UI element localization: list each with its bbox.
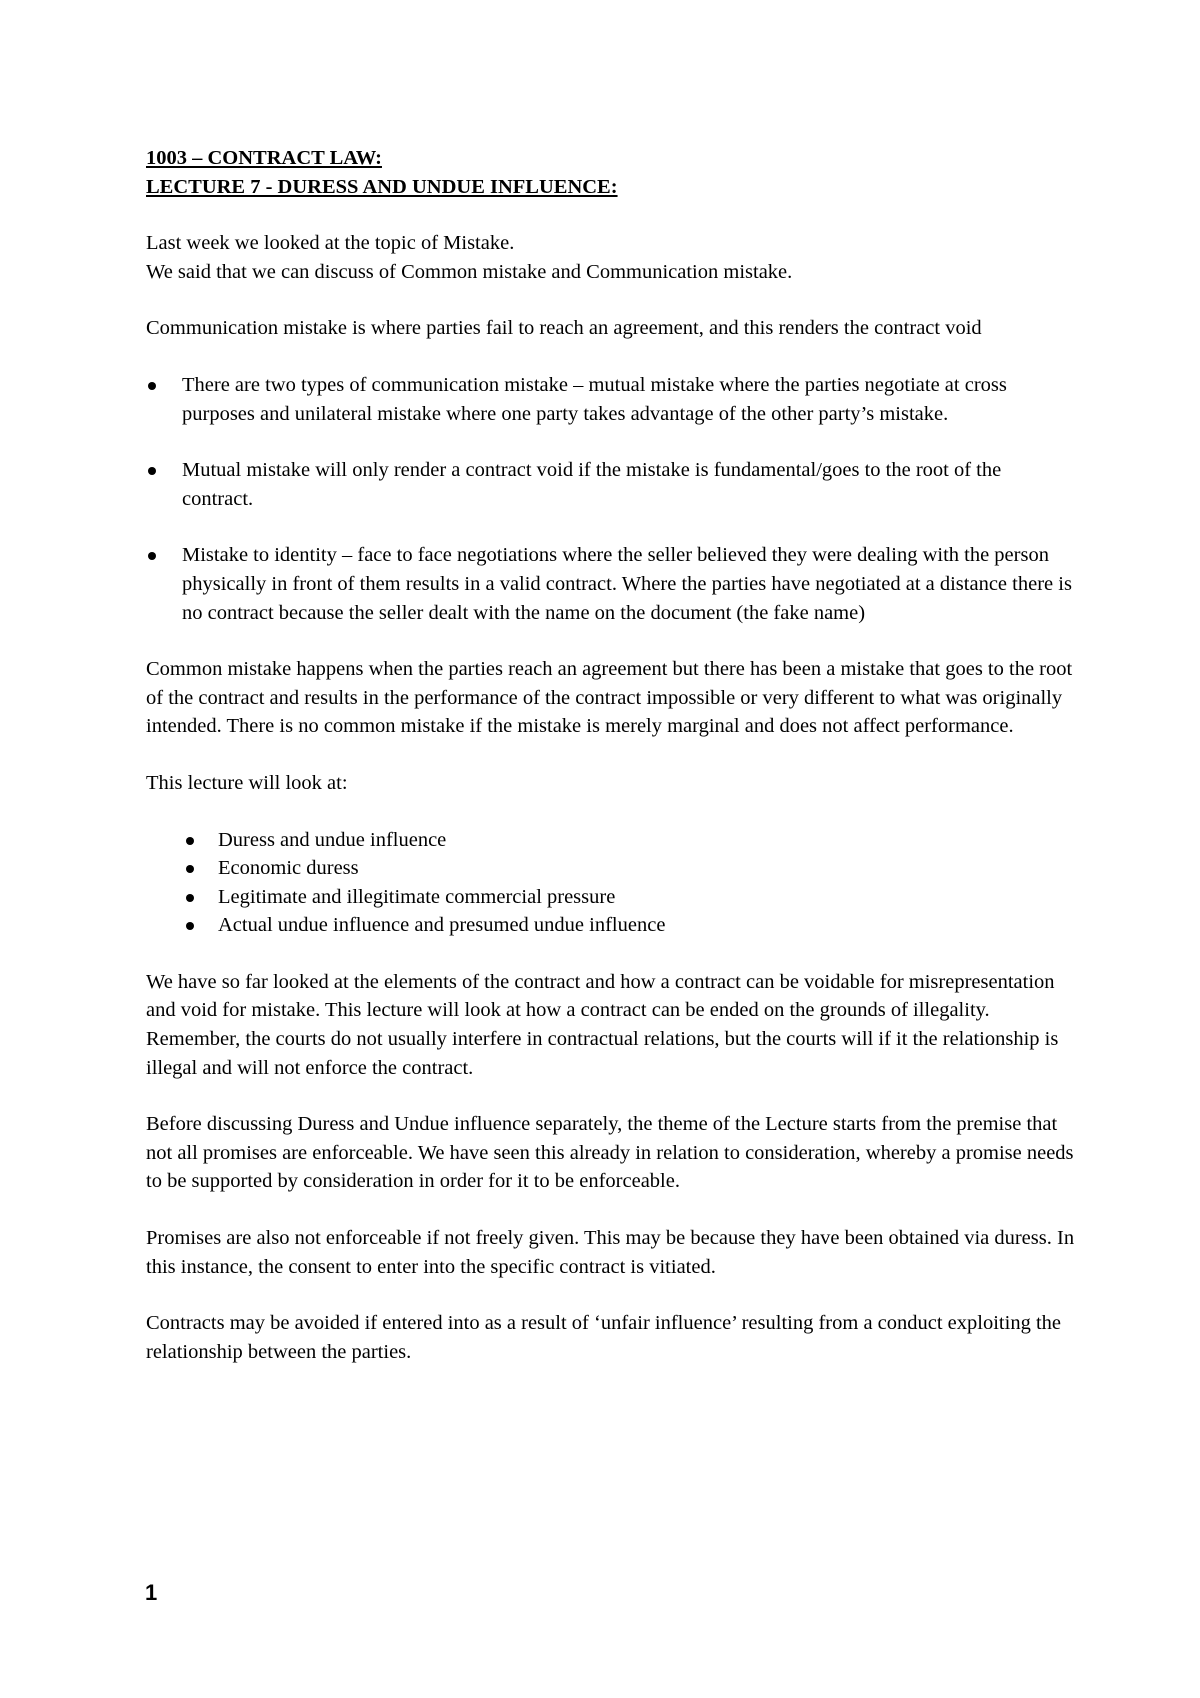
topic-text: Economic duress xyxy=(218,857,359,880)
contracts-paragraph: Contracts may be avoided if entered into as a result of ‘unfair influence’ resulting from a conduct exploiting the relationship between the parties. xyxy=(146,1312,1061,1363)
list-item xyxy=(146,456,1076,513)
page-number: 1 xyxy=(145,1580,158,1605)
bullet-text: Mistake to identity – face to face negotiations where the seller believed they were dealing with the person physically in front of them results in a valid contract. Where the parties have negotiated at a distance there is no contract because the seller dealt with the name on the document (the fake name) xyxy=(182,544,1072,624)
intro-line: Last week we looked at the topic of Mistake. xyxy=(146,232,515,255)
bullet-icon xyxy=(148,382,156,390)
list-item xyxy=(146,826,1076,855)
topic-text: Actual undue influence and presumed undue influence xyxy=(218,914,666,937)
topic-text: Legitimate and illegitimate commercial pressure xyxy=(218,885,616,908)
mistake-bullet-list xyxy=(146,371,1076,627)
bullet-icon xyxy=(186,837,194,845)
bullet-text: There are two types of communication mistake – mutual mistake where the parties negotiate at cross purposes and unilateral mistake where one party takes advantage of the other party’s mistake. xyxy=(182,373,1007,425)
topic-text: Duress and undue influence xyxy=(218,828,447,851)
course-title: 1003 – CONTRACT LAW: xyxy=(146,147,382,169)
elements-paragraph: We have so far looked at the elements of the contract and how a contract can be voidable for misrepresentation and void for mistake. This lecture will look at how a contract can be ended on the grounds of illegality. Remember, the courts do not usually interfere in contractual relations, but the courts will if it the relationship is illegal and will not enforce the contract. xyxy=(146,970,1059,1079)
intro-line: We said that we can discuss of Common mistake and Communication mistake. xyxy=(146,260,793,283)
topic-bullet-list xyxy=(146,826,1076,940)
promises-paragraph: Promises are also not enforceable if not freely given. This may be because they have been obtained via duress. In this instance, the consent to enter into the specific contract is vitiated. xyxy=(146,1227,1075,1278)
list-item xyxy=(146,371,1076,428)
bullet-icon xyxy=(148,552,156,560)
bullet-icon xyxy=(186,922,194,930)
bullet-icon xyxy=(186,865,194,873)
list-item xyxy=(146,883,1076,912)
bullet-icon xyxy=(186,894,194,902)
before-discussing-paragraph: Before discussing Duress and Undue influence separately, the theme of the Lecture starts from the premise that not all promises are enforceable. We have seen this already in relation to consideration, whereby a promise needs to be supported by consideration in order for it to be enforceable. xyxy=(146,1113,1074,1193)
bullet-icon xyxy=(148,467,156,475)
intro-paragraph xyxy=(146,229,1076,286)
list-item xyxy=(146,541,1076,627)
lecture-title: LECTURE 7 - DURESS AND UNDUE INFLUENCE: xyxy=(146,175,618,198)
list-item xyxy=(146,854,1076,883)
lecture-intro: This lecture will look at: xyxy=(146,771,348,794)
bullet-text: Mutual mistake will only render a contract void if the mistake is fundamental/goes to the root of the contract. xyxy=(182,459,1002,510)
common-mistake-paragraph: Common mistake happens when the parties reach an agreement but there has been a mistake that goes to the root of the contract and results in the performance of the contract impossible or very different to what was originally intended. There is no common mistake if the mistake is merely marginal and does not affect performance. xyxy=(146,658,1073,738)
communication-mistake-paragraph: Communication mistake is where parties fail to reach an agreement, and this renders the contract void xyxy=(146,317,982,340)
list-item xyxy=(146,911,1076,940)
document-body xyxy=(146,144,1076,1394)
